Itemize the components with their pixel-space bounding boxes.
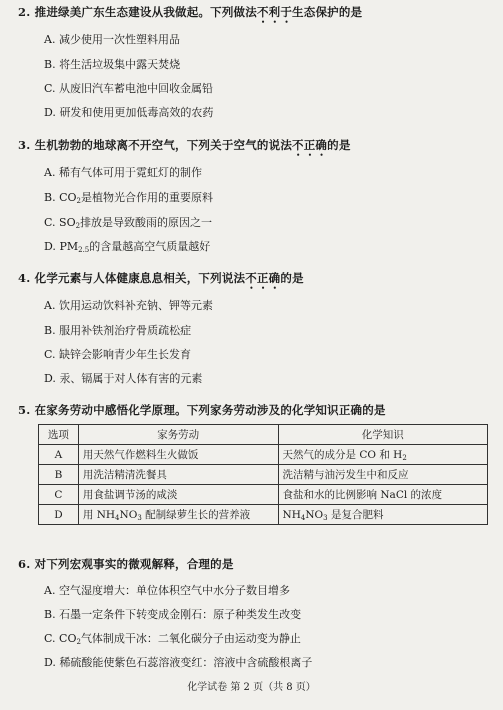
table-row: A 用天然气作燃料生火做饭 天然气的成分是 CO 和 $H_2$ — [39, 445, 488, 465]
q6-option-a: A. 空气湿度增大：单位体积空气中水分子数目增多 — [44, 584, 290, 597]
q2-option-b: B. 将生活垃圾集中露天焚烧 — [44, 58, 181, 71]
q2-option-a: A. 减少使用一次性塑料用品 — [44, 33, 180, 46]
header-knowledge: 化学知识 — [278, 425, 487, 445]
q3-option-b: B. $CO_2$是植物光合作用的重要原料 — [44, 191, 213, 205]
q6-option-b: B. 石墨一定条件下转变成金刚石：原子种类发生改变 — [44, 608, 302, 621]
q2-option-c: C. 从废旧汽车蓄电池中回收金属铅 — [44, 82, 214, 95]
question-5-stem: 5. 在家务劳动中感悟化学原理。下列家务劳动涉及的化学知识正确的是 — [18, 403, 386, 417]
emphasis-text: 不正确 — [292, 138, 328, 152]
q2-option-d: D. 研发和使用更加低毒高效的农药 — [44, 106, 214, 119]
table-row: D 用 $NH_4NO_3$ 配制绿萝生长的营养液 $NH_4NO_3$ 是复合肥料 — [39, 505, 488, 525]
emphasis-text: 不利于 — [256, 5, 293, 19]
q3-option-a: A. 稀有气体可用于霓虹灯的制作 — [44, 166, 202, 179]
question-text-end: 生态保护的是 — [292, 5, 363, 19]
table-row: B 用洗洁精清洗餐具 洗洁精与油污发生中和反应 — [39, 465, 488, 485]
chemistry-knowledge-table — [38, 424, 488, 525]
question-3-stem: 3. 生机勃勃的地球离不开空气，下列关于空气的说法不正确的是 — [18, 138, 351, 152]
header-task: 家务劳动 — [78, 425, 278, 445]
question-4-stem: 4. 化学元素与人体健康息息相关，下列说法不正确的是 — [18, 271, 304, 285]
q6-option-d: D. 稀硫酸能使紫色石蕊溶液变红：溶液中含硫酸根离子 — [44, 656, 313, 669]
header-option: 选项 — [39, 425, 79, 445]
question-number: 2. — [18, 5, 31, 19]
q4-option-d: D. 汞、镉属于对人体有害的元素 — [44, 372, 203, 385]
question-6-stem: 6. 对下列宏观事实的微观解释，合理的是 — [18, 557, 234, 571]
q4-option-c: C. 缺锌会影响青少年生长发育 — [44, 348, 192, 361]
q3-option-c: C. $SO_2$排放是导致酸雨的原因之一 — [44, 216, 213, 230]
table-header-row — [39, 425, 488, 445]
q4-option-a: A. 饮用运动饮料补充钠、钾等元素 — [44, 299, 213, 312]
question-text: 推进绿美广东生态建设从我做起。下列做法 — [34, 5, 257, 19]
table-row: C 用食盐调节汤的咸淡 食盐和水的比例影响 NaCl 的浓度 — [39, 485, 488, 505]
q6-option-c: C. $CO_2$气体制成干冰：二氧化碳分子由运动变为静止 — [44, 632, 301, 646]
question-2-stem — [18, 4, 362, 26]
page-footer: 化学试卷 第 2 页（共 8 页） — [187, 682, 316, 693]
q4-option-b: B. 服用补铁剂治疗骨质疏松症 — [44, 324, 192, 337]
emphasis-text: 不正确 — [245, 271, 281, 285]
q3-option-d: D. $PM_{2.5}$的含量越高空气质量越好 — [44, 240, 211, 254]
